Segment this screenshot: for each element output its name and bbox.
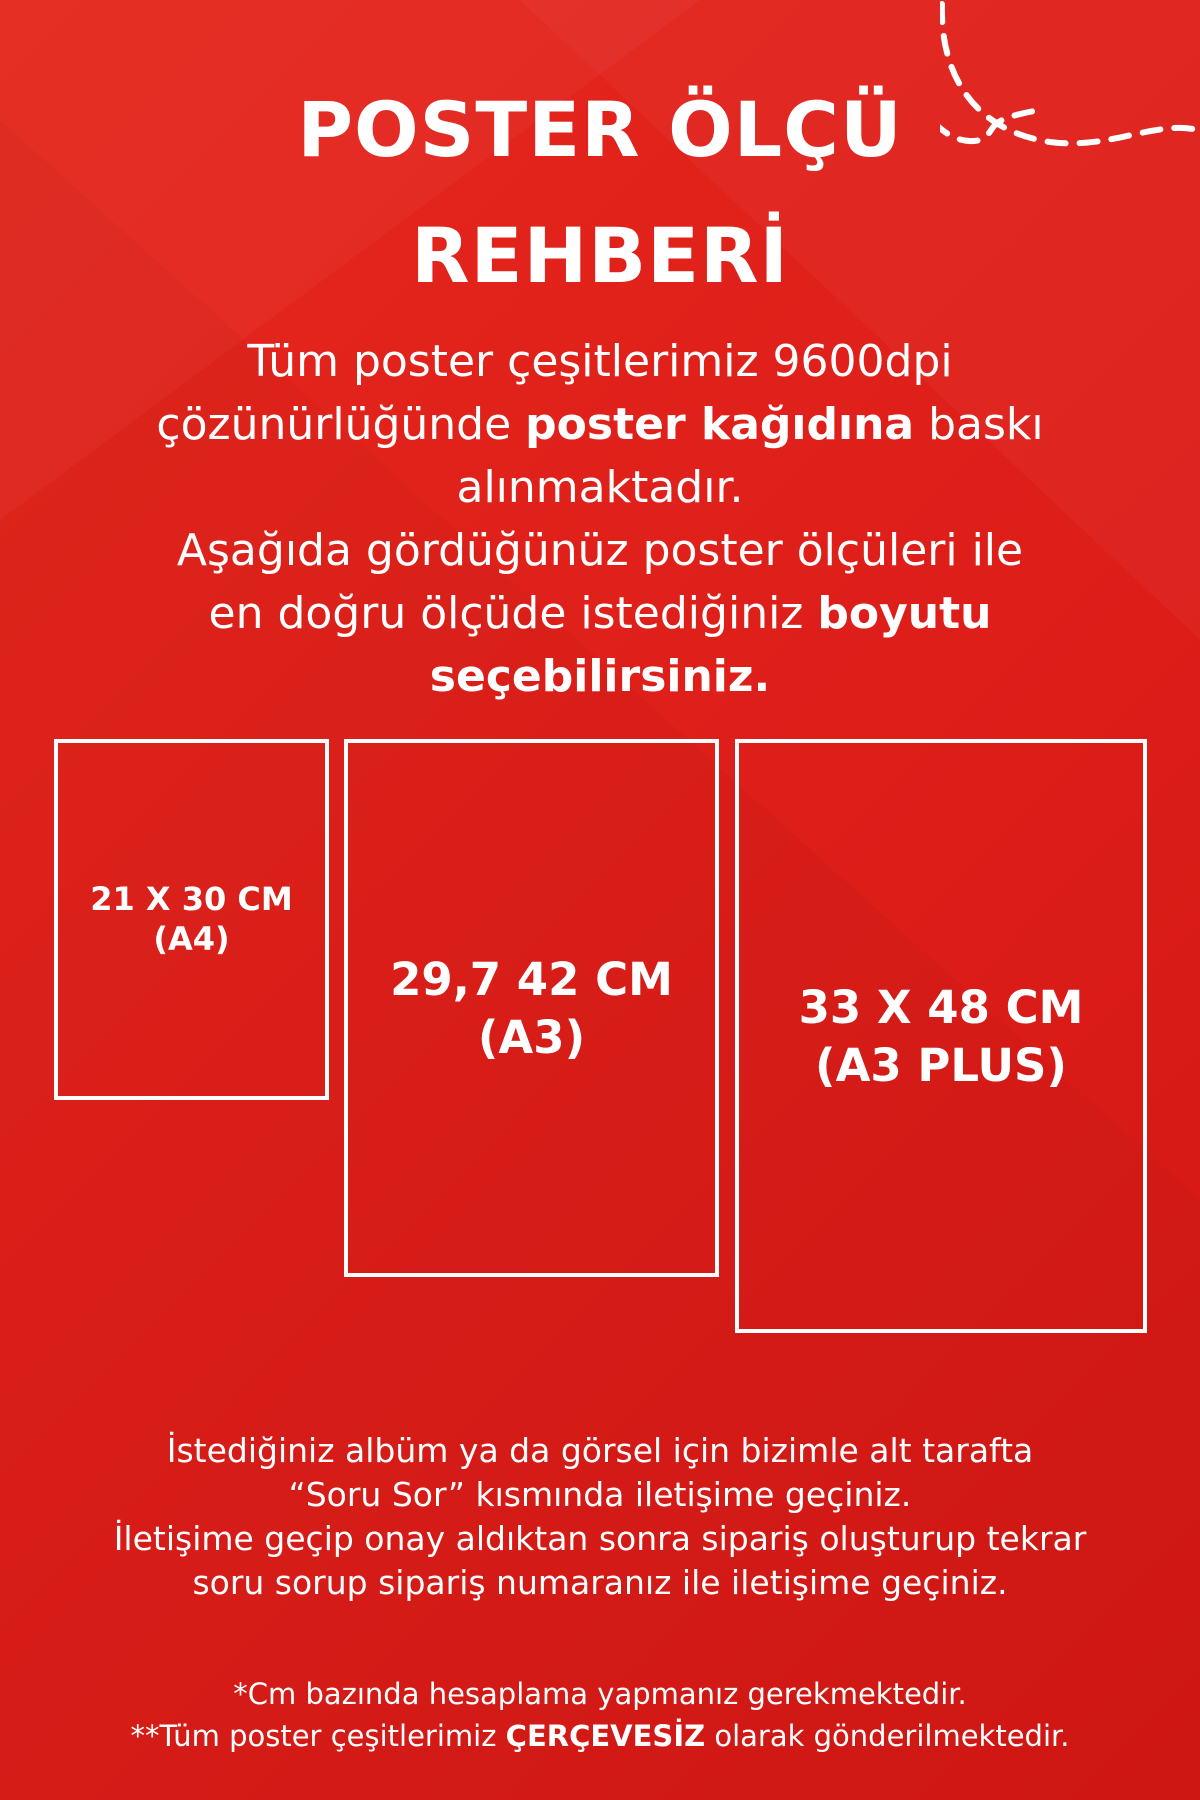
size-name: (A3 PLUS) [815, 1039, 1067, 1092]
size-box-a4 [54, 739, 329, 1100]
footnote-line: *Cm bazında hesaplama yapmanız gerekmektedir. [233, 1677, 967, 1711]
note-line: İstediğiniz albüm ya da görsel için bizimle alt tarafta [166, 1431, 1034, 1470]
contact-note [0, 1429, 1200, 1605]
note-line: soru sorup sipariş numaranız ile iletişime geçiniz. [192, 1563, 1008, 1602]
size-name: (A4) [153, 920, 230, 958]
intro-bold-span: seçebilirsiniz. [429, 651, 771, 702]
intro-line: alınmaktadır. [456, 462, 744, 513]
intro-text-span: en doğru ölçüde istediğiniz [208, 588, 818, 639]
intro-text [0, 330, 1200, 708]
size-dimension: 29,7 42 CM [390, 953, 673, 1006]
intro-line [0, 645, 1200, 708]
intro-bold-span: poster kağıdına [525, 399, 915, 450]
footnote-text-span: olarak gönderilmektedir. [705, 1719, 1070, 1753]
size-dimension: 21 X 30 CM [90, 880, 293, 918]
page-title-line-2: REHBERİ [411, 211, 789, 300]
intro-line: Aşağıda gördüğünüz poster ölçüleri ile [176, 525, 1024, 576]
footnote-text-span: **Tüm poster çeşitlerimiz [130, 1719, 506, 1753]
size-box-a3 [344, 739, 719, 1277]
footnote-bold-span: ÇERÇEVESİZ [505, 1719, 706, 1753]
intro-line: Tüm poster çeşitlerimiz 9600dpi [247, 336, 953, 387]
note-line: “Soru Sor” kısmında iletişime geçiniz. [288, 1475, 912, 1514]
intro-text-span: çözünürlüğünde [156, 399, 526, 450]
size-box-a3-plus [735, 739, 1147, 1333]
size-name: (A3) [477, 1011, 586, 1064]
note-line: İletişime geçip onay aldıktan sonra sipariş oluşturup tekrar [113, 1519, 1087, 1558]
size-dimension: 33 X 48 CM [798, 981, 1084, 1034]
footnote [0, 1673, 1200, 1757]
intro-line [0, 582, 1200, 645]
footnote-line [0, 1715, 1200, 1757]
page-title-line-1: POSTER ÖLÇÜ [297, 85, 903, 174]
intro-bold-span: boyutu [817, 588, 992, 639]
intro-line [0, 393, 1200, 456]
intro-text-span: baskı [914, 399, 1044, 450]
